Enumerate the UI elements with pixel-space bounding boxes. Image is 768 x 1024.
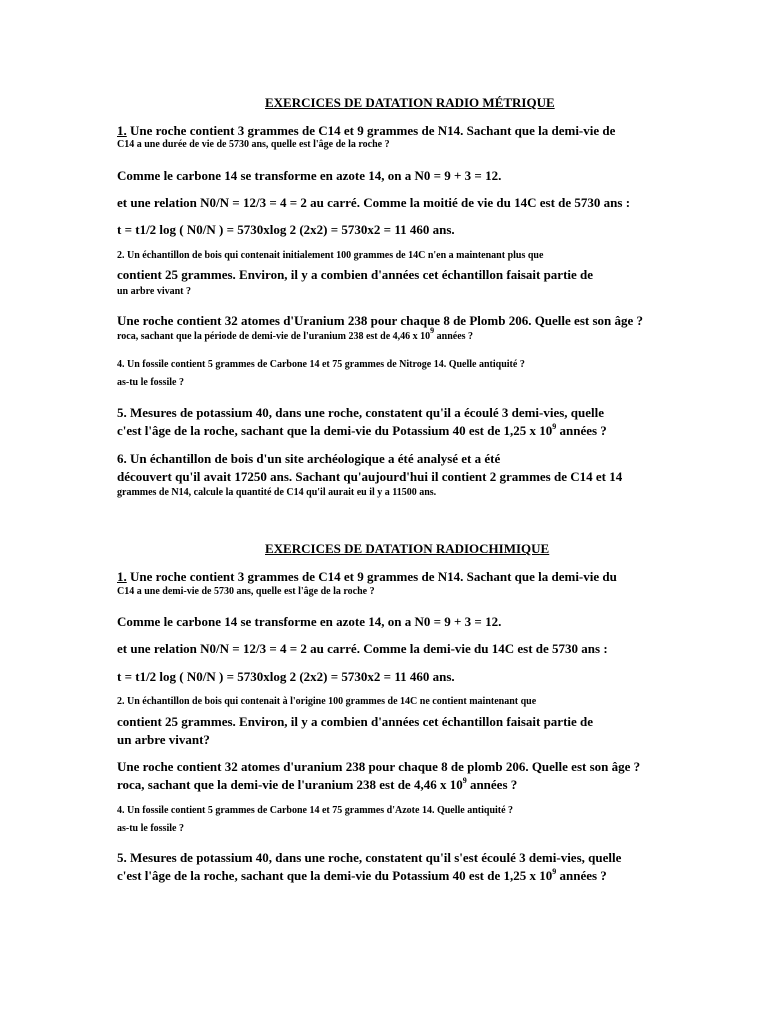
exercise-5-line-1: 5. Mesures de potassium 40, dans une roche, constatent qu'il s'est écoulé 3 demi-vies, quelle — [117, 850, 622, 865]
section-1-title: EXERCICES DE DATATION RADIO MÉTRIQUE — [265, 95, 555, 110]
exercise-1-line-2: C14 a une demi-vie de 5730 ans, quelle est l'âge de la roche ? — [117, 586, 375, 597]
exercise-2-line-1: 2. Un échantillon de bois qui contenait à l'origine 100 grammes de 14C ne contient maintenant que — [117, 696, 537, 707]
exercise-1-text: Une roche contient 3 grammes de C14 et 9 grammes de N14. Sachant que la demi-vie de — [130, 123, 616, 138]
exercise-5-line-1: 5. Mesures de potassium 40, dans une roche, constatent qu'il a écoulé 3 demi-vies, quelle — [117, 405, 605, 420]
exercise-3-unit: années ? — [469, 777, 518, 792]
exercise-1-line-1 — [117, 570, 617, 583]
exercise-3-line-1: Une roche contient 32 atomes d'uranium 238 pour chaque 8 de plomb 206. Quelle est son âge ? — [117, 759, 641, 774]
exercise-5-unit: années ? — [559, 423, 607, 438]
answer-1-line-3: t = t1/2 log ( N0/N ) = 5730xlog 2 (2x2) = 5730x2 = 11 460 ans. — [117, 669, 455, 684]
exercise-1-number: 1. — [117, 123, 127, 138]
exercise-2-line-2: contient 25 grammes. Environ, il y a combien d'années cet échantillon faisait partie de — [117, 267, 594, 282]
exercise-1-line-1 — [117, 124, 615, 137]
exercise-1-number: 1. — [117, 569, 127, 584]
exponent: 9 — [430, 326, 435, 335]
exercise-3-text: roca, sachant que la demi-vie de l'uranium 238 est de 4,46 x 10 — [117, 777, 463, 792]
answer-1-line-3: t = t1/2 log ( N0/N ) = 5730xlog 2 (2x2) = 5730x2 = 11 460 ans. — [117, 222, 455, 237]
exercise-3-line-1: Une roche contient 32 atomes d'Uranium 238 pour chaque 8 de Plomb 206. Quelle est son âge ? — [117, 313, 644, 328]
exercise-1-line-2: C14 a une durée de vie de 5730 ans, quelle est l'âge de la roche ? — [117, 139, 390, 150]
exercise-5-text: c'est l'âge de la roche, sachant que la demi-vie du Potassium 40 est de 1,25 x 10 — [117, 868, 553, 883]
exercise-5-unit: années ? — [559, 868, 607, 883]
exercise-4-line-1: 4. Un fossile contient 5 grammes de Carbone 14 et 75 grammes de Nitroge 14. Quelle antiquité ? — [117, 359, 525, 370]
answer-1-line-2: et une relation N0/N = 12/3 = 4 = 2 au carré. Comme la demi-vie du 14C est de 5730 ans : — [117, 641, 608, 656]
exercise-4-line-2: as-tu le fossile ? — [117, 377, 184, 388]
exercise-5-text: c'est l'âge de la roche, sachant que la demi-vie du Potassium 40 est de 1,25 x 10 — [117, 423, 553, 438]
answer-1-line-1: Comme le carbone 14 se transforme en azote 14, on a N0 = 9 + 3 = 12. — [117, 168, 502, 183]
exercise-6-line-2: découvert qu'il avait 17250 ans. Sachant qu'aujourd'hui il contient 2 grammes de C14 et 14 — [117, 469, 623, 484]
exercise-3-unit: années ? — [436, 331, 474, 342]
exponent: 9 — [552, 867, 557, 876]
exercise-5-line-2 — [117, 424, 607, 437]
exercise-4-line-1: 4. Un fossile contient 5 grammes de Carbone 14 et 75 grammes d'Azote 14. Quelle antiquité ? — [117, 805, 514, 816]
exercise-3-line-2 — [117, 326, 474, 342]
exercise-6-line-3: grammes de N14, calcule la quantité de C14 qu'il aurait eu il y a 11500 ans. — [117, 487, 437, 498]
answer-1-line-1: Comme le carbone 14 se transforme en azote 14, on a N0 = 9 + 3 = 12. — [117, 614, 502, 629]
exercise-2-line-3: un arbre vivant ? — [117, 286, 191, 297]
exercise-4-line-2: as-tu le fossile ? — [117, 823, 184, 834]
exercise-3-line-2 — [117, 778, 517, 791]
exercise-5-line-2 — [117, 869, 607, 882]
exponent: 9 — [462, 776, 467, 785]
answer-1-line-2: et une relation N0/N = 12/3 = 4 = 2 au carré. Comme la moitié de vie du 14C est de 5730 ans : — [117, 195, 631, 210]
exercise-3-text: roca, sachant que la période de demi-vie de l'uranium 238 est de 4,46 x 10 — [117, 331, 431, 342]
exercise-1-text: Une roche contient 3 grammes de C14 et 9 grammes de N14. Sachant que la demi-vie du — [130, 569, 617, 584]
exercise-2-line-1: 2. Un échantillon de bois qui contenait initialement 100 grammes de 14C n'en a maintenant plus que — [117, 250, 544, 261]
exponent: 9 — [552, 422, 557, 431]
exercise-2-line-2: contient 25 grammes. Environ, il y a combien d'années cet échantillon faisait partie de — [117, 714, 594, 729]
section-2-title: EXERCICES DE DATATION RADIOCHIMIQUE — [265, 541, 550, 556]
exercise-2-line-3: un arbre vivant? — [117, 732, 210, 747]
exercise-6-line-1: 6. Un échantillon de bois d'un site archéologique a été analysé et a été — [117, 451, 501, 466]
